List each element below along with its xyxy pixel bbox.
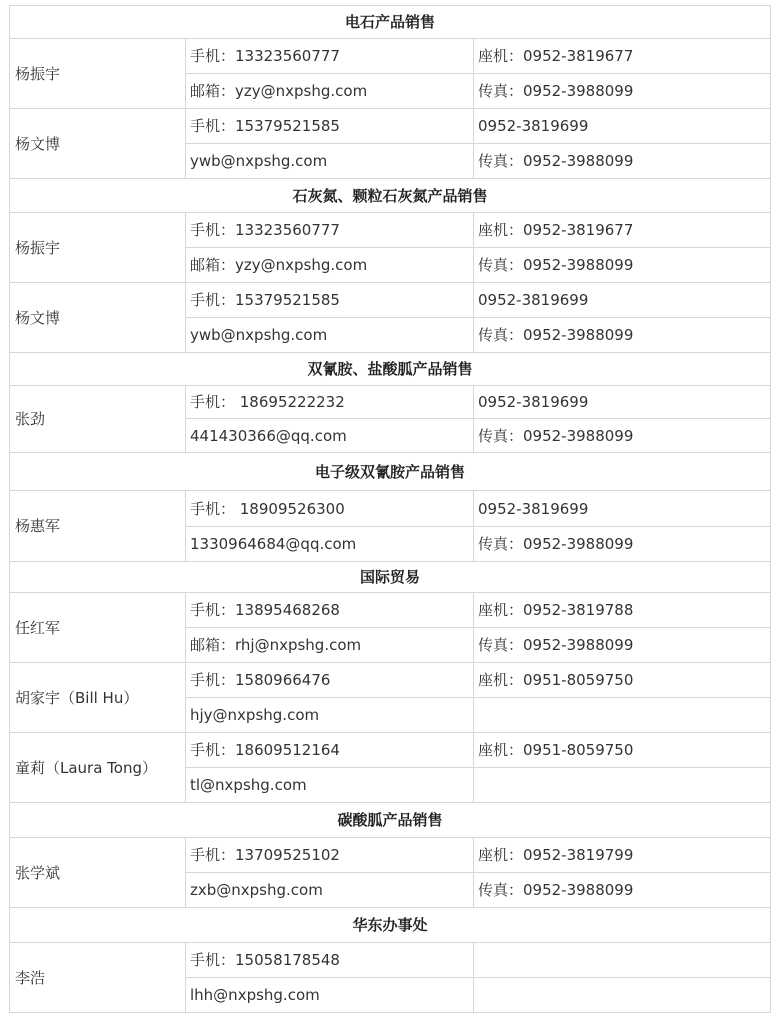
contact-detail-right: 传真：0952-3988099: [474, 419, 771, 453]
contact-detail-left: 手机：15379521585: [186, 283, 474, 318]
contact-detail-left: 441430366@qq.com: [186, 419, 474, 453]
contact-name: 杨文博: [10, 109, 186, 179]
contact-name: 杨振宇: [10, 39, 186, 109]
contact-detail-right: 传真：0952-3988099: [474, 318, 771, 353]
section-title: 电子级双氰胺产品销售: [10, 453, 771, 491]
section-header-row: [10, 179, 771, 213]
contact-detail-left: 手机： 18909526300: [186, 491, 474, 527]
contact-detail-left: zxb@nxpshg.com: [186, 873, 474, 908]
contact-name: 杨文博: [10, 283, 186, 353]
contact-name: 胡家宇（Bill Hu）: [10, 663, 186, 733]
section-title: 国际贸易: [10, 562, 771, 593]
contact-detail-left: 手机：13323560777: [186, 213, 474, 248]
contact-row: [10, 386, 771, 419]
contact-detail-right: 0952-3819699: [474, 491, 771, 527]
contact-detail-right: [474, 978, 771, 1013]
contact-detail-right: 座机：0952-3819799: [474, 838, 771, 873]
section-title: 碳酸胍产品销售: [10, 803, 771, 838]
contact-row: [10, 283, 771, 318]
contact-detail-right: 座机：0951-8059750: [474, 733, 771, 768]
table-body: [10, 6, 771, 1013]
contact-detail-left: 邮箱：yzy@nxpshg.com: [186, 248, 474, 283]
contact-detail-right: [474, 768, 771, 803]
contact-row: [10, 39, 771, 74]
contact-row: [10, 593, 771, 628]
contact-detail-right: 0952-3819699: [474, 109, 771, 144]
contact-table: [9, 5, 771, 1013]
contact-detail-left: 邮箱：yzy@nxpshg.com: [186, 74, 474, 109]
contact-detail-left: 1330964684@qq.com: [186, 527, 474, 562]
section-header-row: [10, 353, 771, 386]
section-title: 双氰胺、盐酸胍产品销售: [10, 353, 771, 386]
contact-row: [10, 213, 771, 248]
contact-detail-left: 手机：13323560777: [186, 39, 474, 74]
section-header-row: [10, 803, 771, 838]
contact-detail-left: 手机：15379521585: [186, 109, 474, 144]
contact-detail-left: 手机：15058178548: [186, 943, 474, 978]
contact-detail-right: 传真：0952-3988099: [474, 527, 771, 562]
contact-detail-left: lhh@nxpshg.com: [186, 978, 474, 1013]
contact-row: [10, 838, 771, 873]
contact-row: [10, 943, 771, 978]
contact-row: [10, 663, 771, 698]
contact-detail-left: 邮箱：rhj@nxpshg.com: [186, 628, 474, 663]
contact-name: 李浩: [10, 943, 186, 1013]
contact-detail-right: 座机：0952-3819788: [474, 593, 771, 628]
contact-row: [10, 491, 771, 527]
section-title: 电石产品销售: [10, 6, 771, 39]
section-header-row: [10, 453, 771, 491]
contact-detail-left: 手机：13895468268: [186, 593, 474, 628]
contact-detail-left: hjy@nxpshg.com: [186, 698, 474, 733]
section-header-row: [10, 908, 771, 943]
contact-name: 杨振宇: [10, 213, 186, 283]
contact-detail-right: [474, 943, 771, 978]
contact-name: 杨惠军: [10, 491, 186, 562]
contact-detail-left: ywb@nxpshg.com: [186, 144, 474, 179]
contact-detail-right: 传真：0952-3988099: [474, 74, 771, 109]
contact-detail-left: tl@nxpshg.com: [186, 768, 474, 803]
contact-detail-right: 传真：0952-3988099: [474, 144, 771, 179]
section-header-row: [10, 6, 771, 39]
section-header-row: [10, 562, 771, 593]
contact-detail-right: 座机：0952-3819677: [474, 213, 771, 248]
contact-detail-right: 传真：0952-3988099: [474, 628, 771, 663]
contact-detail-left: 手机：13709525102: [186, 838, 474, 873]
contact-detail-right: [474, 698, 771, 733]
contact-detail-left: 手机： 18695222232: [186, 386, 474, 419]
contact-detail-right: 座机：0952-3819677: [474, 39, 771, 74]
contact-row: [10, 109, 771, 144]
contact-detail-right: 0952-3819699: [474, 386, 771, 419]
section-title: 石灰氮、颗粒石灰氮产品销售: [10, 179, 771, 213]
contact-detail-right: 传真：0952-3988099: [474, 873, 771, 908]
contact-name: 童莉（Laura Tong）: [10, 733, 186, 803]
contact-name: 张学斌: [10, 838, 186, 908]
contact-name: 任红军: [10, 593, 186, 663]
contact-detail-right: 座机：0951-8059750: [474, 663, 771, 698]
contact-detail-left: 手机：1580966476: [186, 663, 474, 698]
contact-detail-left: 手机：18609512164: [186, 733, 474, 768]
contact-detail-right: 0952-3819699: [474, 283, 771, 318]
contact-detail-left: ywb@nxpshg.com: [186, 318, 474, 353]
section-title: 华东办事处: [10, 908, 771, 943]
contact-name: 张劲: [10, 386, 186, 453]
contact-detail-right: 传真：0952-3988099: [474, 248, 771, 283]
contact-row: [10, 733, 771, 768]
